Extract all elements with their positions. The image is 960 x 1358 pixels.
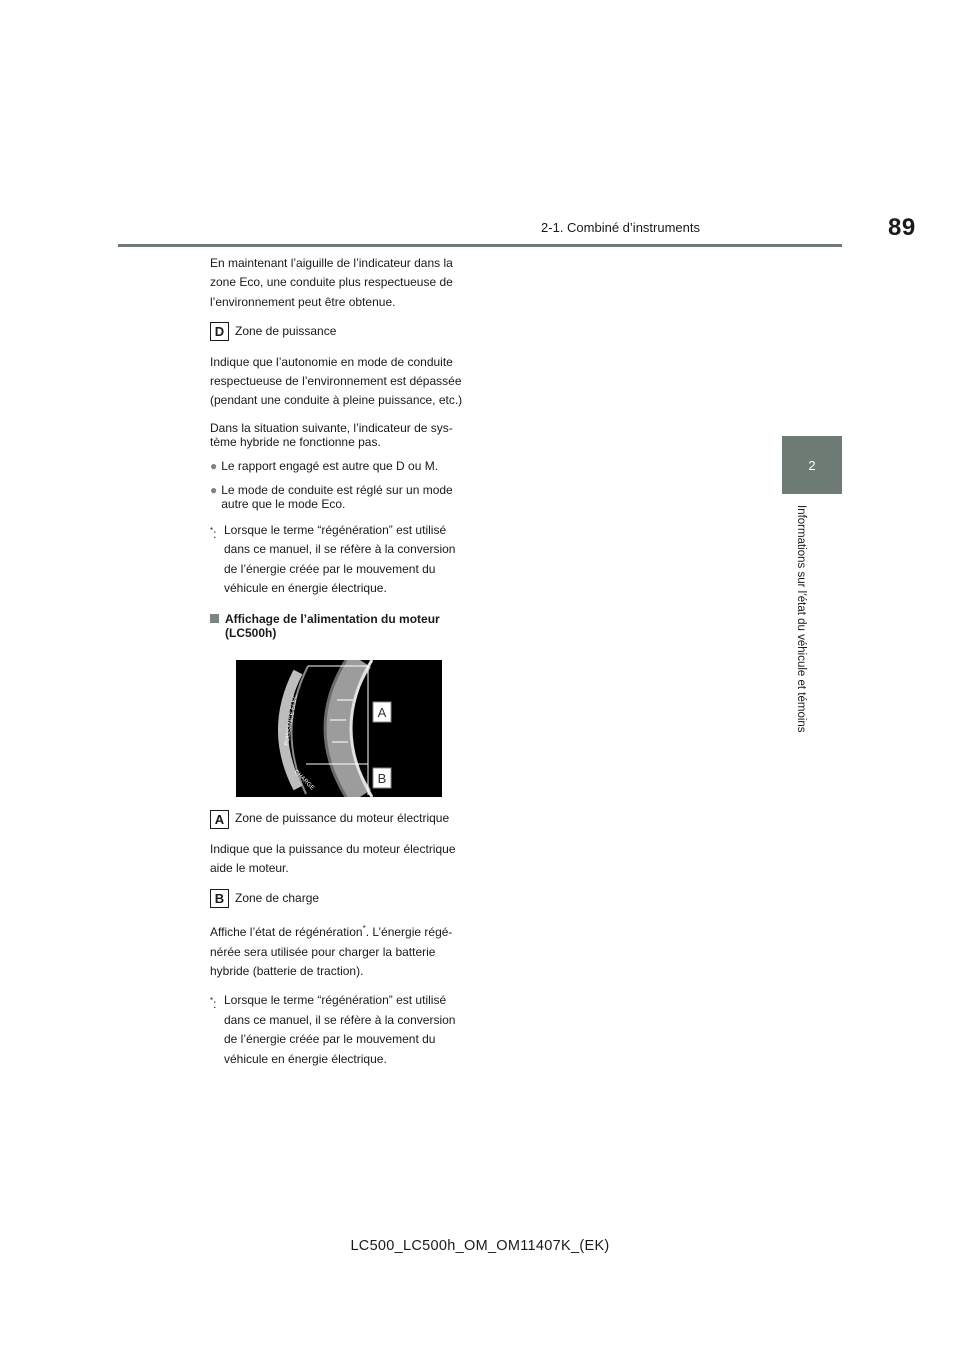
- bullet-item: [210, 483, 472, 511]
- chapter-title: Informations sur l’état du véhicule et témoins: [795, 505, 807, 733]
- footnote: [210, 521, 472, 599]
- zone-b-label: B: [210, 889, 229, 908]
- zone-a-label: A: [210, 810, 229, 829]
- footnote-text: Lorsque le terme “régénération” est utilisé dans ce manuel, il se réfère à la conversion de l’énergie créée par le mouvement du véhicule en énergie électrique.: [224, 522, 456, 596]
- zone-d-title: Zone de puissance: [235, 324, 337, 339]
- footnote-asterisk: *: [210, 525, 214, 535]
- footnote-colon: :: [213, 526, 217, 541]
- bullet-item: [210, 459, 472, 473]
- section-title: 2-1. Combiné d’instruments: [541, 220, 700, 235]
- zone-d-label: D: [210, 322, 229, 341]
- square-bullet-icon: [210, 614, 219, 623]
- bullet-text: Le mode de conduite est réglé sur un mode autre que le mode Eco.: [221, 482, 453, 511]
- chapter-tab: 2: [782, 436, 842, 494]
- footnote-text: Lorsque le terme “régénération” est utilisé dans ce manuel, il se réfère à la conversion de l’énergie créée par le mouvement du véhicule en énergie électrique.: [224, 993, 456, 1066]
- situation-text: Dans la situation suivante, l’indicateur de sys-tème hybride ne fonctionne pas.: [210, 420, 453, 449]
- footnote-mark: [210, 521, 224, 599]
- zone-d-heading: [210, 322, 472, 341]
- main-content: [210, 254, 472, 1079]
- subheading-text: Affichage de l’alimentation du moteur (LC500h): [225, 612, 440, 641]
- zone-a-heading: [210, 809, 472, 828]
- page-number: 89: [888, 214, 916, 241]
- engine-power-display-figure: [236, 660, 442, 797]
- header-rule: [118, 244, 842, 247]
- engine-power-gauge-illustration: [236, 660, 442, 797]
- footnote: [210, 991, 472, 1069]
- bullet-text: Le rapport engagé est autre que D ou M.: [221, 458, 439, 473]
- callout-b-label: B: [377, 771, 387, 787]
- footnote-mark: [210, 991, 224, 1069]
- footnote-asterisk: *: [362, 924, 366, 934]
- bullet-icon: ●: [210, 482, 218, 497]
- zone-b-heading: [210, 889, 472, 908]
- bullet-icon: ●: [210, 458, 218, 473]
- document-footer: LC500_LC500h_OM_OM11407K_(EK): [350, 1238, 610, 1254]
- gauge-label-power: PUISSANCE ELEC: [284, 694, 300, 747]
- footnote-colon: :: [213, 997, 217, 1012]
- callout-a-label: A: [377, 705, 387, 721]
- gauge-label-charge: CHARGE: [292, 769, 315, 793]
- zone-b-text-end: . L’énergie régé-nérée sera utilisée pour charger la batterie hybride (batterie de traction).: [210, 925, 453, 978]
- subheading: [210, 612, 472, 640]
- zone-a-title: Zone de puissance du moteur électrique: [235, 811, 450, 826]
- footnote-asterisk: *: [210, 996, 214, 1006]
- zone-b-text-start: Affiche l’état de régénération: [210, 925, 363, 940]
- zone-a-text: Indique que la puissance du moteur électrique aide le moteur.: [210, 841, 456, 876]
- intro-paragraph: En maintenant l’aiguille de l’indicateur dans la zone Eco, une conduite plus respectueuse de l’environnement peut être obtenue.: [210, 256, 453, 309]
- zone-d-text: Indique que l’autonomie en mode de conduite respectueuse de l’environnement est dépassée (pendant une conduite à pleine puissance, etc.): [210, 354, 463, 408]
- zone-b-text: [210, 919, 472, 981]
- zone-b-title: Zone de charge: [235, 890, 320, 905]
